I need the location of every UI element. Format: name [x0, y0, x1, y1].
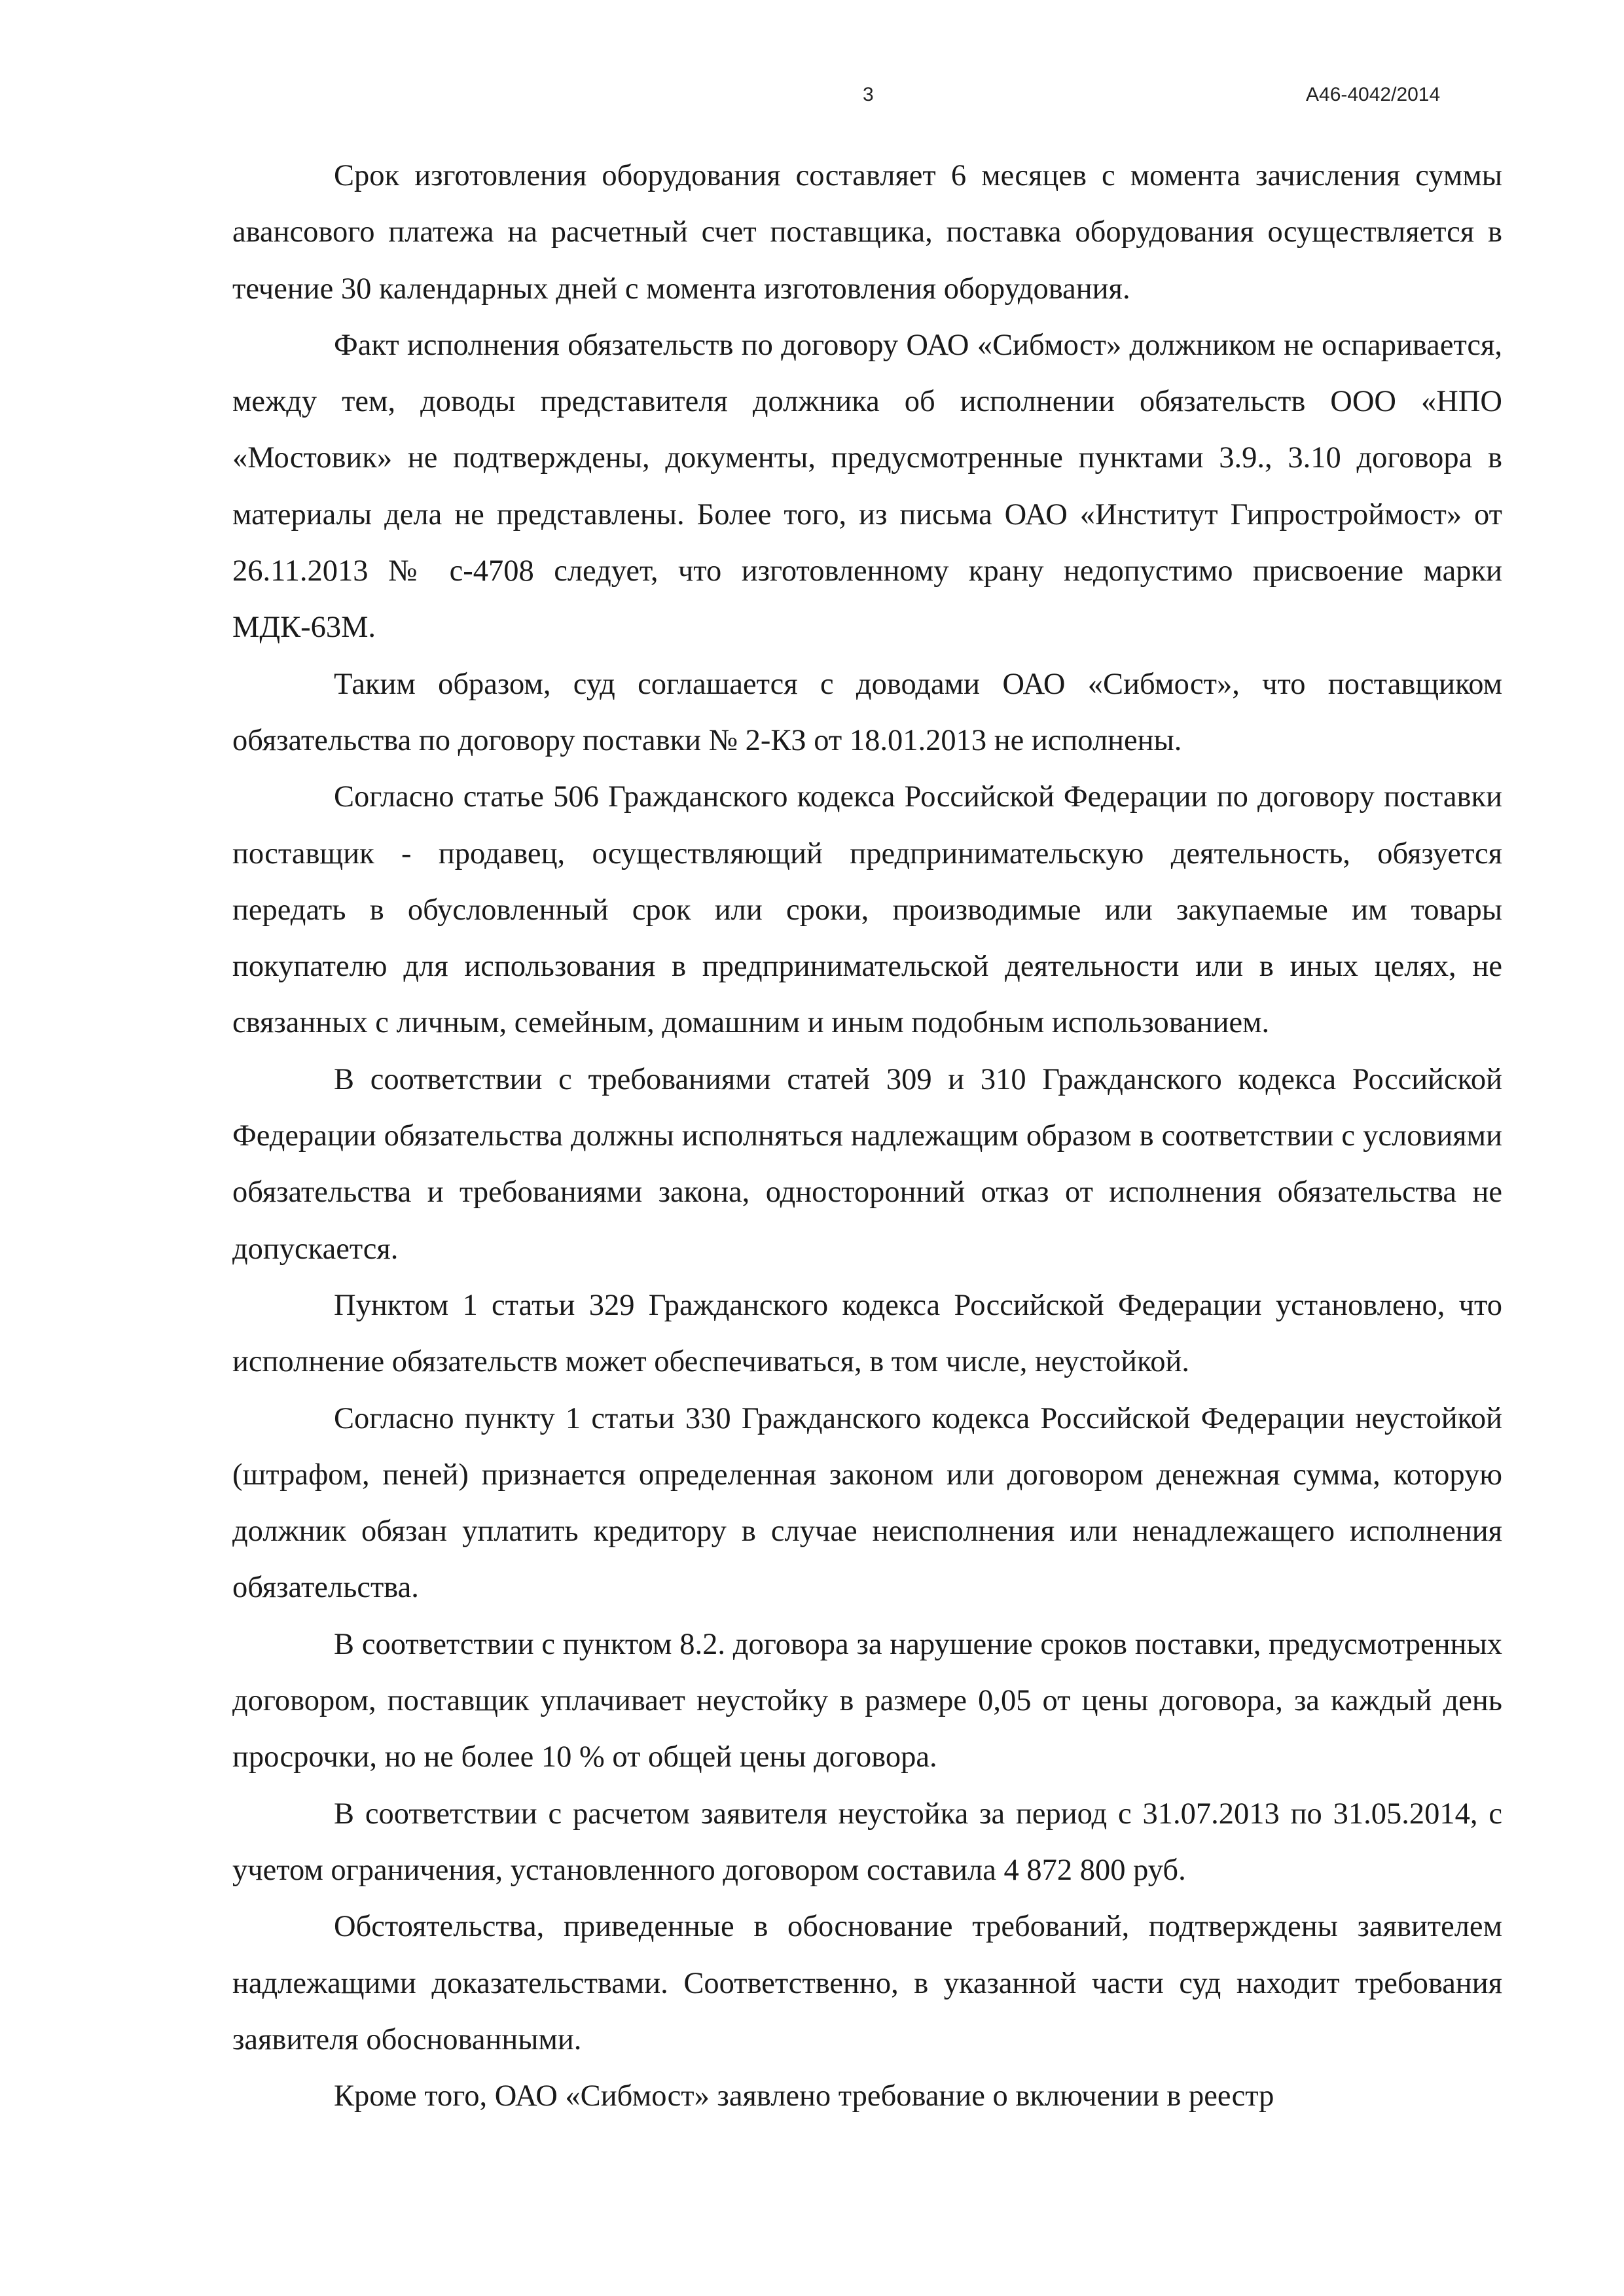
paragraph-article-329: Пунктом 1 статьи 329 Гражданского кодекса Российской Федерации установлено, что исполнение обязательств может обеспечиваться, в том числе, неустойкой.: [232, 1288, 1502, 1379]
case-number: А46-4042/2014: [1306, 84, 1441, 105]
paragraph-manufacturing-term: Срок изготовления оборудования составляет 6 месяцев с момента зачисления суммы авансового платежа на расчетный счет поставщика, поставка оборудования осуществляется в течение 30 календарных дней с момента изготовления оборудования.: [232, 159, 1502, 306]
paragraph-circumstances-confirmed: Обстоятельства, приведенные в обоснование требований, подтверждены заявителем надлежащими доказательствами. Соответственно, в указанной части суд находит требования заявителя обоснованными.: [232, 1910, 1502, 2056]
paragraph-articles-309-310: В соответствии с требованиями статей 309 и 310 Гражданского кодекса Российской Федерации обязательства должны исполняться надлежащим образом в соответствии с условиями обязательства и требованиями закона, односторонний отказ от исполнения обязательства не допускается.: [232, 1062, 1502, 1266]
document-body: [232, 148, 1502, 2125]
paragraph-court-agrees: Таким образом, суд соглашается с доводами ОАО «Сибмост», что поставщиком обязательства по договору поставки № 2-КЗ от 18.01.2013 не исполнены.: [232, 667, 1502, 757]
paragraph-clause-8-2: В соответствии с пунктом 8.2. договора за нарушение сроков поставки, предусмотренных договором, поставщик уплачивает неустойку в размере 0,05 от цены договора, за каждый день просрочки, но не более 10 % от общей цены договора.: [232, 1627, 1502, 1774]
paragraph-article-330: Согласно пункту 1 статьи 330 Гражданского кодекса Российской Федерации неустойкой (штрафом, пеней) признается определенная законом или договором денежная сумма, которую должник обязан уплатить кредитору в случае неисполнения или ненадлежащего исполнения обязательства.: [232, 1401, 1502, 1605]
page-number: 3: [863, 84, 874, 105]
paragraph-registry-claim: Кроме того, ОАО «Сибмост» заявлено требование о включении в реестр: [334, 2079, 1274, 2113]
paragraph-penalty-calculation: В соответствии с расчетом заявителя неустойка за период с 31.07.2013 по 31.05.2014, с учетом ограничения, установленного договором составила 4 872 800 руб.: [232, 1797, 1502, 1887]
paragraph-obligation-fact: Факт исполнения обязательств по договору ОАО «Сибмост» должником не оспаривается, между тем, доводы представителя должника об исполнении обязательств ООО «НПО «Мостовик» не подтверждены, документы, предусмотренные пунктами 3.9., 3.10 договора в материалы дела не представлены. Более того, из письма ОАО «Институт Гипростроймост» от 26.11.2013 № с-4708 следует, что изготовленному крану недопустимо присвоение марки МДК-63М.: [232, 328, 1502, 645]
paragraph-article-506: Согласно статье 506 Гражданского кодекса Российской Федерации по договору поставки поставщик - продавец, осуществляющий предпринимательскую деятельность, обязуется передать в обусловленный срок или сроки, производимые или закупаемые им товары покупателю для использования в предпринимательской деятельности или в иных целях, не связанных с личным, семейным, домашним и иным подобным использованием.: [232, 780, 1502, 1040]
